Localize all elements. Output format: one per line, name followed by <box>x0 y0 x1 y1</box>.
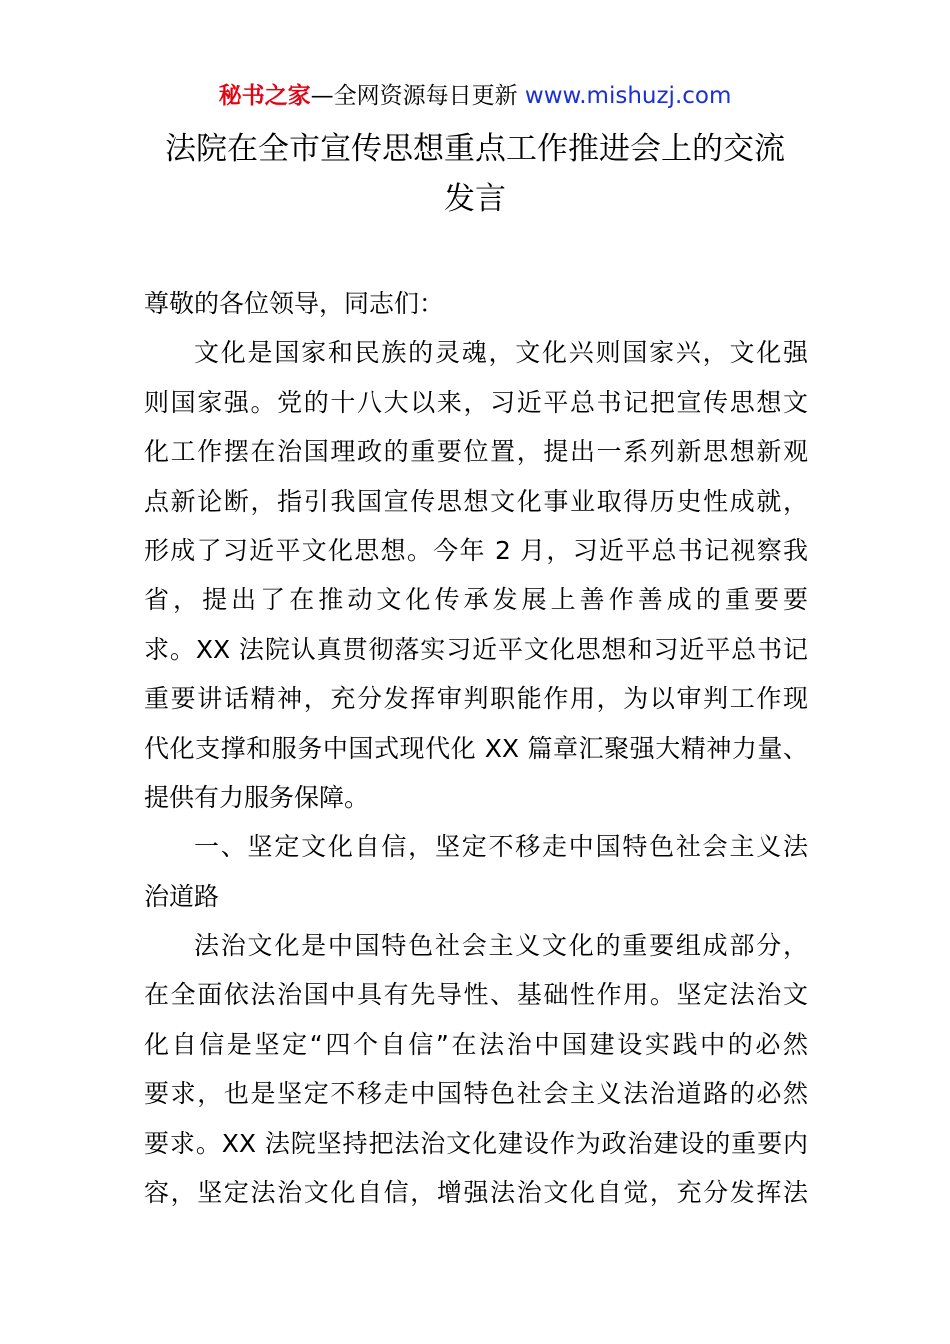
body-line: 要求。XX 法院坚持把法治文化建设作为政治建设的重要内 <box>144 1128 808 1158</box>
body-line: 形成了习近平文化思想。今年 2 月，习近平总书记视察我 <box>144 535 808 565</box>
title-line-2: 发言 <box>444 181 506 217</box>
body-line: 点新论断，指引我国宣传思想文化事业取得历史性成就， <box>144 486 808 516</box>
body-line: 代化支撑和服务中国式现代化 XX 篇章汇聚强大精神力量、 <box>144 733 808 763</box>
body-line: 求。XX 法院认真贯彻落实习近平文化思想和习近平总书记 <box>144 634 808 664</box>
body-line: 文化是国家和民族的灵魂，文化兴则国家兴，文化强 <box>194 338 808 368</box>
site-name: 秘书之家 <box>218 83 311 109</box>
body-line: 提供有力服务保障。 <box>144 782 370 812</box>
body-line: 在全面依法治国中具有先导性、基础性作用。坚定法治文 <box>144 980 808 1010</box>
document-body <box>144 279 808 1217</box>
body-line: 化工作摆在治国理政的重要位置，提出一系列新思想新观 <box>144 437 808 467</box>
document-title <box>0 124 950 224</box>
body-line: 法治文化是中国特色社会主义文化的重要组成部分， <box>194 931 808 961</box>
body-line: 容，坚定法治文化自信，增强法治文化自觉，充分发挥法 <box>144 1178 808 1208</box>
site-tagline: —全网资源每日更新 <box>310 83 525 109</box>
section-heading-cont: 治道路 <box>144 881 220 911</box>
site-url-link[interactable]: www.mishuzj.com <box>524 83 732 109</box>
body-line: 省，提出了在推动文化传承发展上善作善成的重要要 <box>144 585 808 615</box>
title-line-1: 法院在全市宣传思想重点工作推进会上的交流 <box>165 131 785 167</box>
body-line: 则国家强。党的十八大以来，习近平总书记把宣传思想文 <box>144 387 808 417</box>
salutation: 尊敬的各位领导，同志们： <box>144 289 445 318</box>
site-header <box>0 80 950 112</box>
body-line: 化自信是坚定“四个自信”在法治中国建设实践中的必然 <box>144 1029 808 1059</box>
body-line: 重要讲话精神，充分发挥审判职能作用，为以审判工作现 <box>144 684 808 714</box>
section-heading: 一、坚定文化自信，坚定不移走中国特色社会主义法 <box>194 832 808 862</box>
body-line: 要求，也是坚定不移走中国特色社会主义法治道路的必然 <box>144 1079 808 1109</box>
